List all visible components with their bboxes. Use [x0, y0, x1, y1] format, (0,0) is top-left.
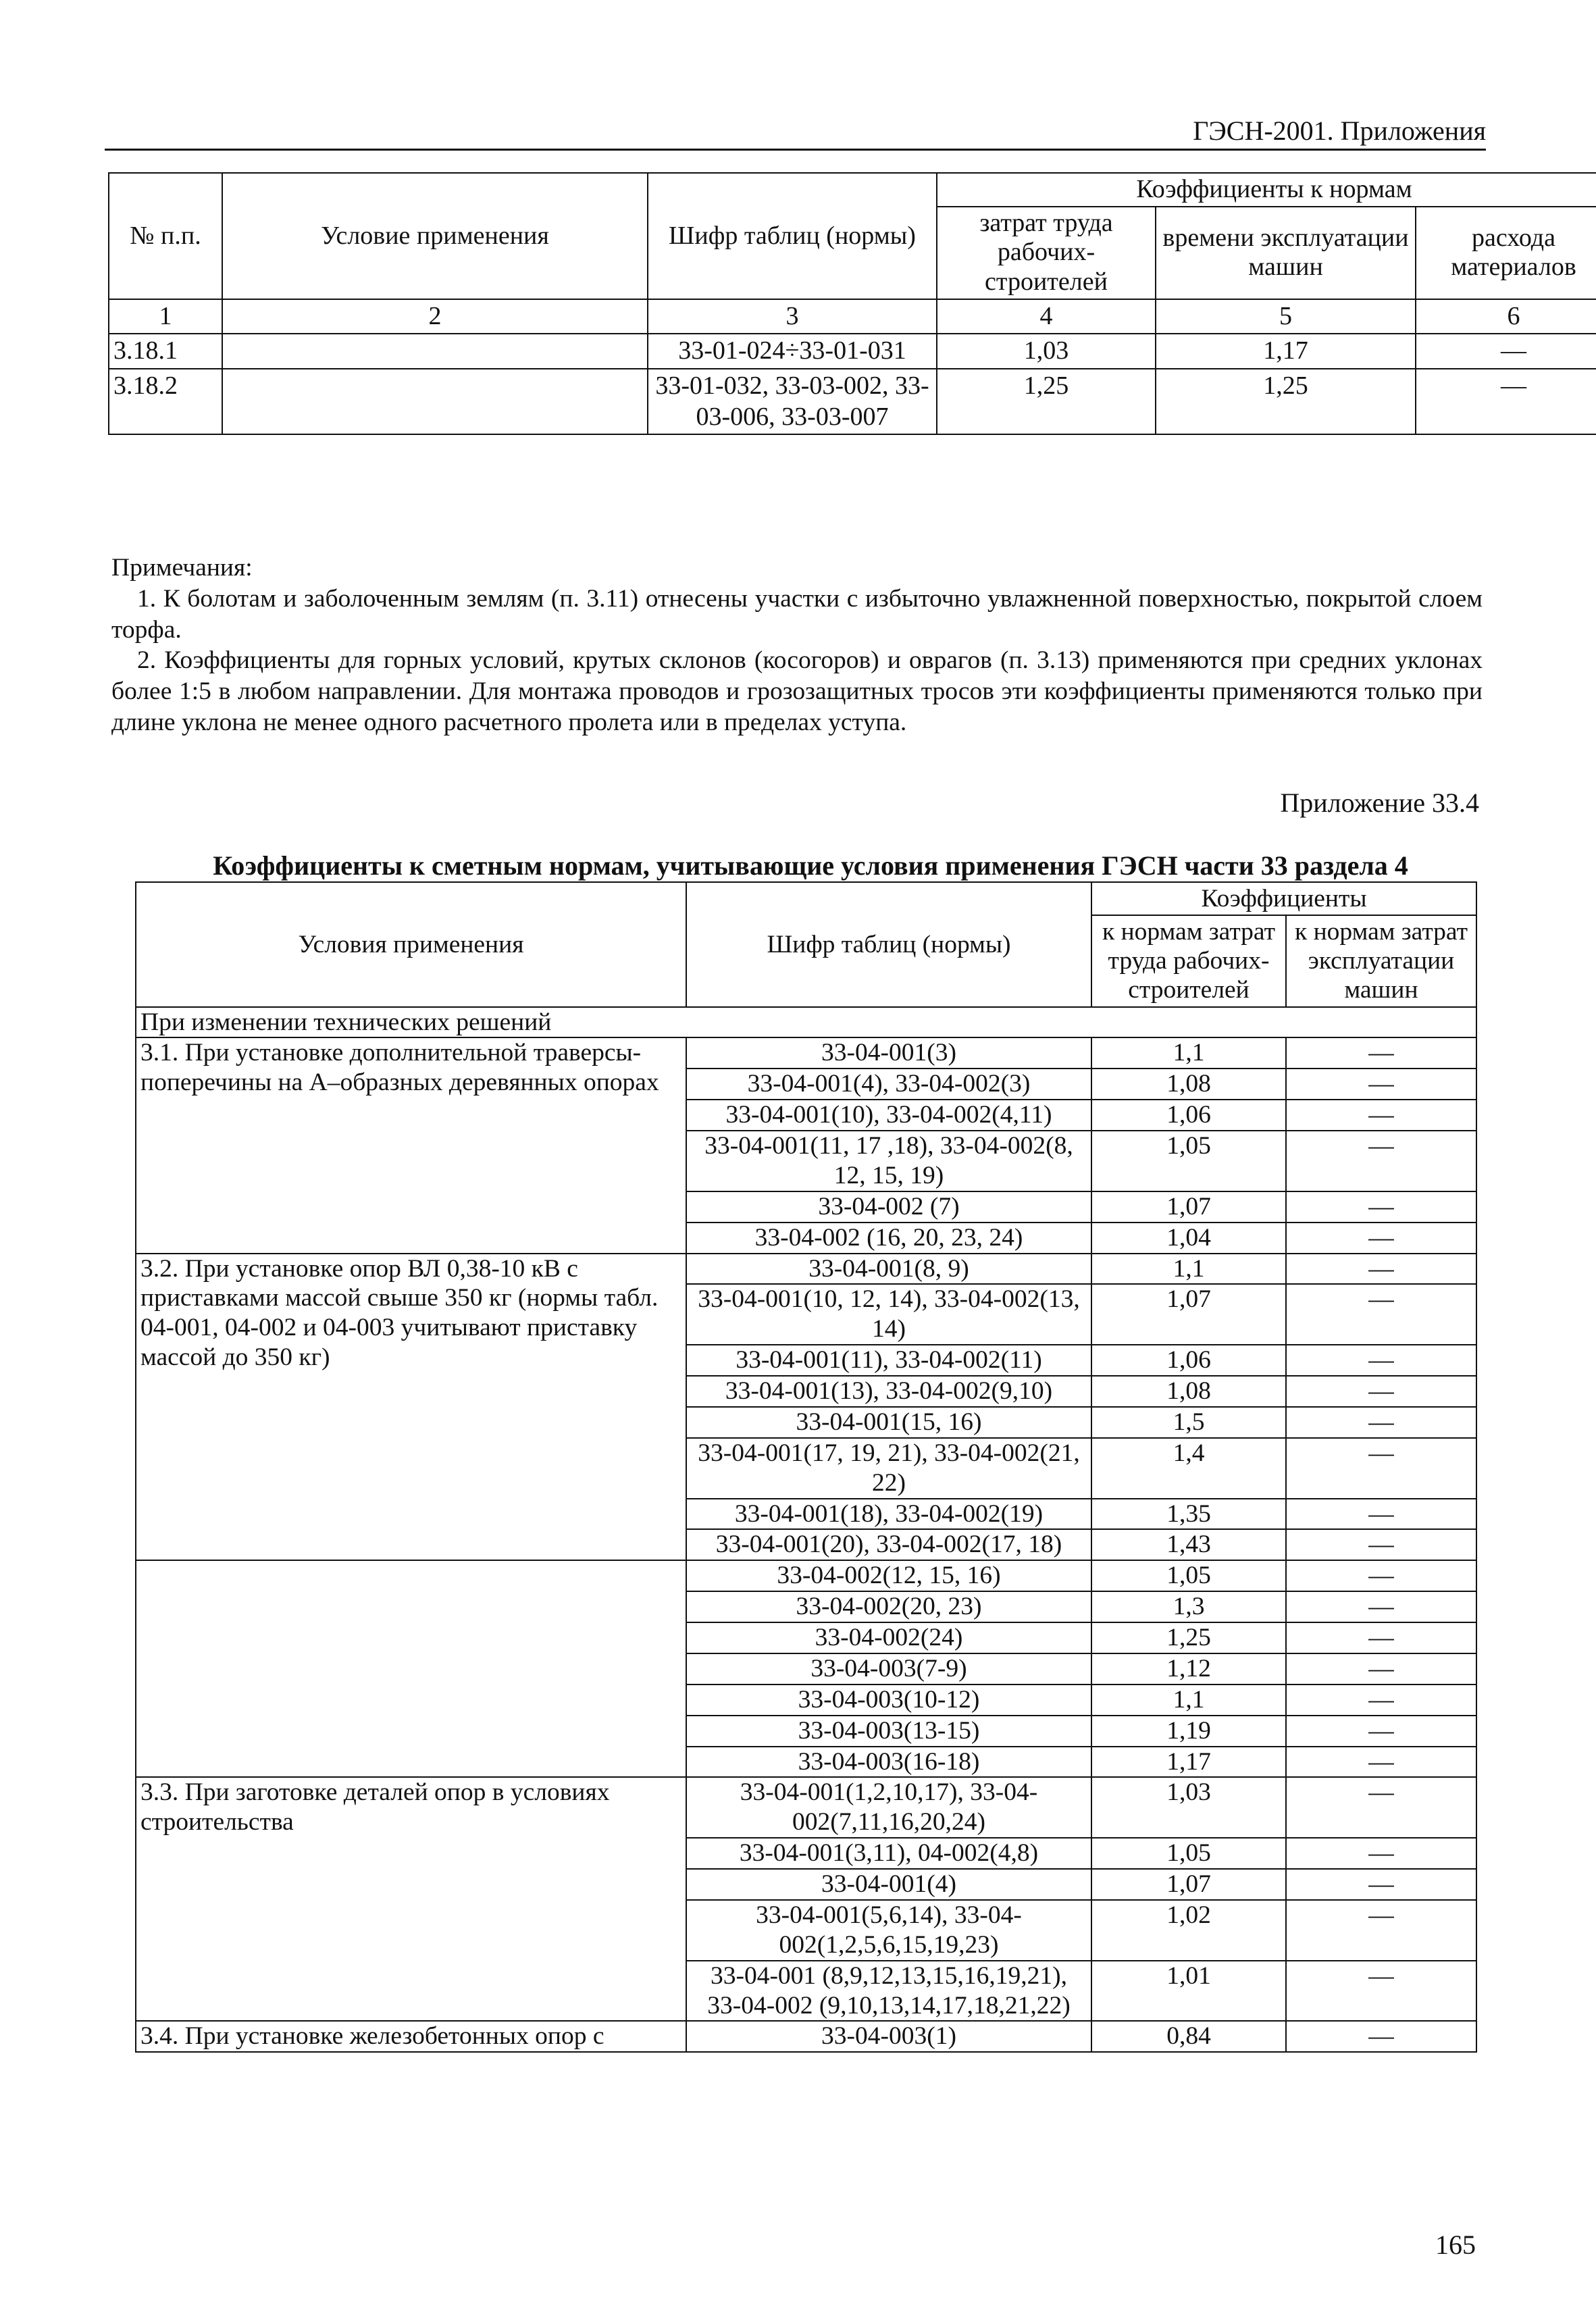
row-machines: —: [1286, 1284, 1476, 1345]
table-row: [136, 1254, 1476, 1285]
row-machines: —: [1286, 1900, 1476, 1961]
table-row: [136, 1037, 1476, 1069]
col-number: 6: [1416, 299, 1596, 334]
row-labor: 0,84: [1091, 2021, 1286, 2052]
row-machines: —: [1286, 1100, 1476, 1131]
row-labor: 1,12: [1091, 1653, 1286, 1685]
row-cipher: 33-04-002 (16, 20, 23, 24): [686, 1223, 1091, 1254]
row-cipher: 33-04-001(18), 33-04-002(19): [686, 1499, 1091, 1530]
header-cipher: Шифр таблиц (нормы): [686, 882, 1091, 1007]
row-labor: 1,19: [1091, 1716, 1286, 1747]
row-labor: 1,06: [1091, 1345, 1286, 1376]
row-cipher: 33-01-024÷33-01-031: [648, 334, 937, 369]
row-cipher: 33-04-001(17, 19, 21), 33-04-002(21, 22): [686, 1438, 1091, 1499]
row-labor: 1,43: [1091, 1529, 1286, 1560]
row-cipher: 33-04-001(15, 16): [686, 1407, 1091, 1438]
row-cipher: 33-04-003(1): [686, 2021, 1091, 2052]
section-row: [136, 1007, 1476, 1038]
row-cipher: 33-04-001 (8,9,12,13,15,16,19,21), 33-04-002 (9,10,13,14,17,18,21,22): [686, 1961, 1091, 2022]
row-machines: —: [1286, 1747, 1476, 1778]
row-machines: —: [1286, 1131, 1476, 1191]
notes: [111, 552, 1483, 738]
row-labor: 1,08: [1091, 1376, 1286, 1407]
row-labor: 1,03: [937, 334, 1156, 369]
row-labor: 1,1: [1091, 1685, 1286, 1716]
row-cipher: 33-04-002(20, 23): [686, 1591, 1091, 1622]
col-number: 5: [1156, 299, 1416, 334]
header-materials: расхода материалов: [1416, 207, 1596, 299]
row-machines: —: [1286, 1653, 1476, 1685]
row-cipher: 33-04-001(4), 33-04-002(3): [686, 1069, 1091, 1100]
row-machines: —: [1286, 1869, 1476, 1900]
row-machines: —: [1286, 1529, 1476, 1560]
col-number: 4: [937, 299, 1156, 334]
coefficients-table-part-33-section-4: [135, 881, 1477, 2053]
row-cipher: 33-04-001(20), 33-04-002(17, 18): [686, 1529, 1091, 1560]
column-number-row: [109, 299, 1596, 334]
col-number: 2: [222, 299, 648, 334]
table-row: [136, 1777, 1476, 1838]
note-item: 2. Коэффициенты для горных условий, крутых склонов (косогоров) и оврагов (п. 3.13) применяются при средних уклонах более 1:5 в любом направлении. Для монтажа проводов и грозозащитных тросов эти коэффициенты применяются только при длине уклона не менее одного расчетного пролета или в пределах уступа.: [111, 646, 1483, 736]
row-cipher: 33-04-002 (7): [686, 1191, 1091, 1223]
page-number: 165: [1435, 2230, 1476, 2260]
row-cipher: 33-04-001(10), 33-04-002(4,11): [686, 1100, 1091, 1131]
header-rule: [105, 149, 1486, 151]
row-machines: —: [1286, 1685, 1476, 1716]
row-cipher: 33-04-003(13-15): [686, 1716, 1091, 1747]
row-cipher: 33-04-003(10-12): [686, 1685, 1091, 1716]
note-item: 1. К болотам и заболоченным землям (п. 3.11) отнесены участки с избыточно увлажненной поверхностью, покрытой слоем торфа.: [111, 584, 1483, 644]
row-machines: —: [1286, 1961, 1476, 2022]
header-labor: затрат труда рабочих-строителей: [937, 207, 1156, 299]
condition-3-2: 3.2. При установке опор ВЛ 0,38-10 кВ с приставками массой свыше 350 кг (нормы табл. 04-001, 04-002 и 04-003 учитывают приставку массой до 350 кг): [136, 1254, 686, 1561]
row-labor: 1,5: [1091, 1407, 1286, 1438]
section-title: При изменении технических решений: [136, 1007, 1476, 1038]
row-machines: —: [1286, 1376, 1476, 1407]
row-machines: —: [1286, 1438, 1476, 1499]
coefficients-table-3-18: [108, 172, 1596, 435]
header-labor: к нормам затрат труда рабочих-строителей: [1091, 915, 1286, 1006]
row-cipher: 33-04-003(16-18): [686, 1747, 1091, 1778]
row-machines: —: [1286, 1838, 1476, 1869]
row-machines: 1,17: [1156, 334, 1416, 369]
row-machines: —: [1286, 1191, 1476, 1223]
row-machines: —: [1286, 2021, 1476, 2052]
table-row: [109, 369, 1596, 434]
row-cipher: 33-04-001(5,6,14), 33-04-002(1,2,5,6,15,19,23): [686, 1900, 1091, 1961]
row-machines: 1,25: [1156, 369, 1416, 434]
row-labor: 1,05: [1091, 1131, 1286, 1191]
row-cipher: 33-04-001(8, 9): [686, 1254, 1091, 1285]
row-labor: 1,3: [1091, 1591, 1286, 1622]
row-labor: 1,06: [1091, 1100, 1286, 1131]
header-num: № п.п.: [109, 173, 222, 299]
row-labor: 1,01: [1091, 1961, 1286, 2022]
table-title: Коэффициенты к сметным нормам, учитывающие условия применения ГЭСН части 33 раздела 4: [213, 850, 1408, 881]
row-machines: —: [1286, 1345, 1476, 1376]
header-coef-group: Коэффициенты к нормам: [937, 173, 1596, 207]
row-labor: 1,07: [1091, 1869, 1286, 1900]
header-machines: времени эксплуатации машин: [1156, 207, 1416, 299]
row-labor: 1,07: [1091, 1191, 1286, 1223]
row-labor: 1,35: [1091, 1499, 1286, 1530]
row-labor: 1,05: [1091, 1838, 1286, 1869]
row-labor: 1,03: [1091, 1777, 1286, 1838]
row-cipher: 33-04-001(3,11), 04-002(4,8): [686, 1838, 1091, 1869]
row-cipher: 33-04-001(11, 17 ,18), 33-04-002(8, 12, 15, 19): [686, 1131, 1091, 1191]
running-title: ГЭСН-2001. Приложения: [1193, 115, 1486, 146]
row-labor: 1,07: [1091, 1284, 1286, 1345]
row-cipher: 33-04-001(4): [686, 1869, 1091, 1900]
row-labor: 1,02: [1091, 1900, 1286, 1961]
condition-empty: [136, 1560, 686, 1777]
notes-title: Примечания:: [111, 554, 253, 582]
table-row: [109, 334, 1596, 369]
row-cipher: 33-04-001(13), 33-04-002(9,10): [686, 1376, 1091, 1407]
row-cipher: 33-04-001(1,2,10,17), 33-04-002(7,11,16,20,24): [686, 1777, 1091, 1838]
col-number: 3: [648, 299, 937, 334]
row-machines: —: [1286, 1499, 1476, 1530]
row-cipher: 33-04-003(7-9): [686, 1653, 1091, 1685]
condition-3-1: 3.1. При установке дополнительной траверсы-поперечины на А–образных деревянных опорах: [136, 1037, 686, 1253]
row-cipher: 33-04-002(24): [686, 1622, 1091, 1653]
row-machines: —: [1286, 1560, 1476, 1591]
row-cipher: 33-01-032, 33-03-002, 33-03-006, 33-03-007: [648, 369, 937, 434]
row-labor: 1,1: [1091, 1254, 1286, 1285]
condition-3-4: 3.4. При установке железобетонных опор с: [136, 2021, 686, 2052]
row-num: 3.18.2: [109, 369, 222, 434]
row-machines: —: [1286, 1407, 1476, 1438]
header-condition: Условие применения: [222, 173, 648, 299]
row-cipher: 33-04-001(3): [686, 1037, 1091, 1069]
row-cipher: 33-04-002(12, 15, 16): [686, 1560, 1091, 1591]
condition-3-3: 3.3. При заготовке деталей опор в условиях строительства: [136, 1777, 686, 2021]
row-condition: [222, 334, 648, 369]
row-machines: —: [1286, 1716, 1476, 1747]
col-number: 1: [109, 299, 222, 334]
header-coef-group: Коэффициенты: [1091, 882, 1476, 915]
row-labor: 1,17: [1091, 1747, 1286, 1778]
row-machines: —: [1286, 1591, 1476, 1622]
row-machines: —: [1286, 1777, 1476, 1838]
row-machines: —: [1286, 1069, 1476, 1100]
row-num: 3.18.1: [109, 334, 222, 369]
row-labor: 1,25: [1091, 1622, 1286, 1653]
row-labor: 1,04: [1091, 1223, 1286, 1254]
table-row: [136, 2021, 1476, 2052]
header-condition: Условия применения: [136, 882, 686, 1007]
row-labor: 1,25: [937, 369, 1156, 434]
row-labor: 1,05: [1091, 1560, 1286, 1591]
row-materials: —: [1416, 369, 1596, 434]
row-machines: —: [1286, 1223, 1476, 1254]
row-condition: [222, 369, 648, 434]
appendix-label: Приложение 33.4: [1280, 788, 1479, 818]
row-cipher: 33-04-001(10, 12, 14), 33-04-002(13, 14): [686, 1284, 1091, 1345]
row-labor: 1,1: [1091, 1037, 1286, 1069]
table-row: [136, 1560, 1476, 1591]
header-machines: к нормам затрат эксплуатации машин: [1286, 915, 1476, 1006]
row-materials: —: [1416, 334, 1596, 369]
row-labor: 1,08: [1091, 1069, 1286, 1100]
row-machines: —: [1286, 1622, 1476, 1653]
header-cipher: Шифр таблиц (нормы): [648, 173, 937, 299]
row-labor: 1,4: [1091, 1438, 1286, 1499]
row-machines: —: [1286, 1254, 1476, 1285]
row-cipher: 33-04-001(11), 33-04-002(11): [686, 1345, 1091, 1376]
row-machines: —: [1286, 1037, 1476, 1069]
